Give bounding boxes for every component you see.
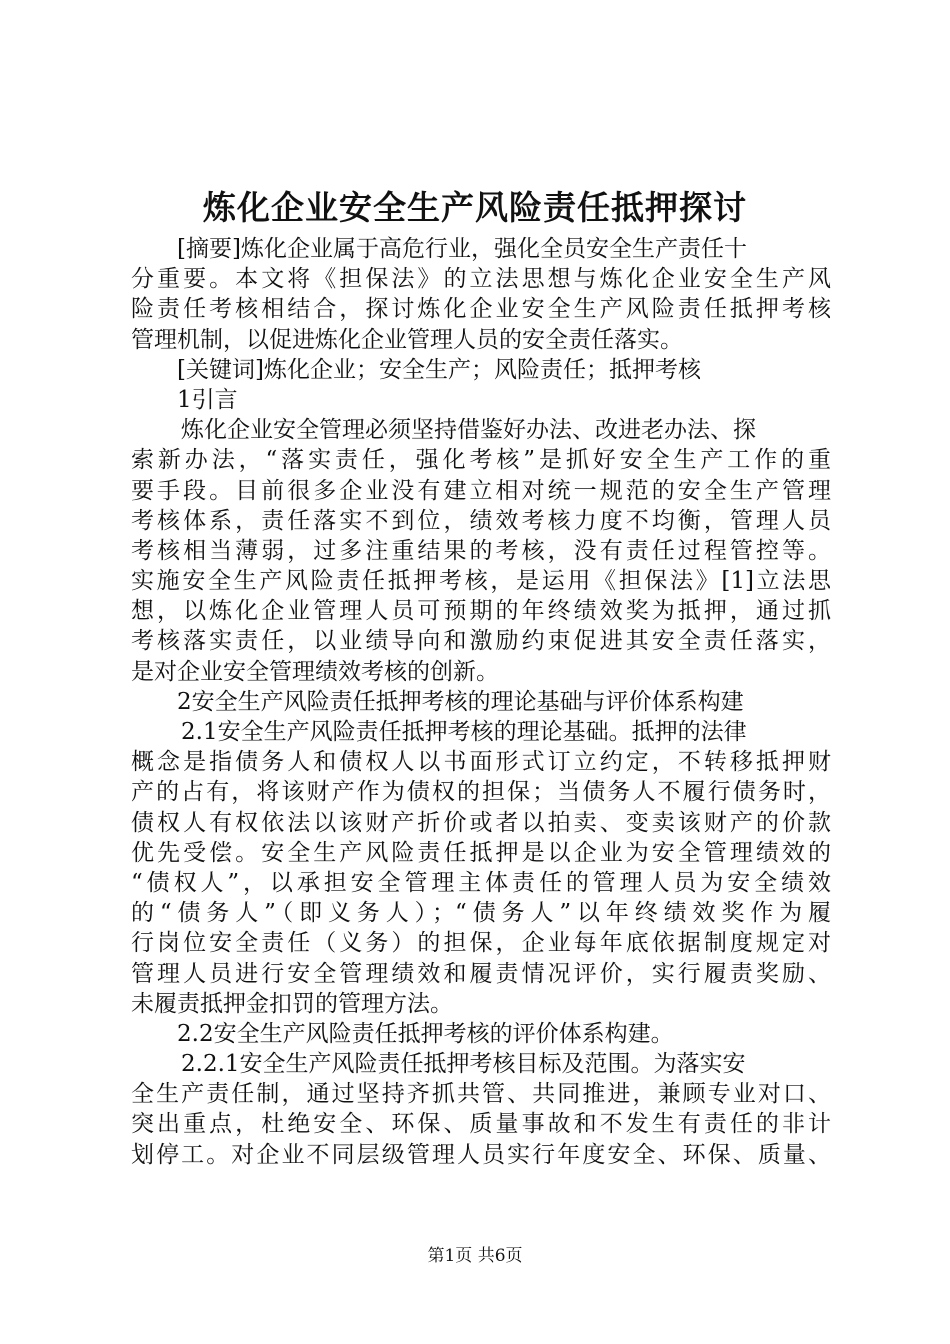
subsection-2-1-line: 2.1安全生产风险责任抵押考核的理论基础。抵押的法律: [181, 719, 747, 745]
paragraph-line: 考核体系，责任落实不到位，绩效考核力度不均衡，管理人员: [131, 507, 831, 534]
paragraph-line: 全生产责任制，通过坚持齐抓共管、共同推进，兼顾专业对口、: [131, 1081, 831, 1108]
paragraph-line: 划停工。对企业不同层级管理人员实行年度安全、环保、质量、: [131, 1141, 831, 1168]
paragraph-line: 未履责抵押金扣罚的管理方法。: [131, 990, 453, 1017]
paragraph-line: 的“债务人”（即义务人）；“债务人”以年终绩效奖作为履: [131, 900, 831, 927]
document-title: 炼化企业安全生产风险责任抵押探讨: [203, 188, 747, 227]
paragraph-line: 要手段。目前很多企业没有建立相对统一规范的安全生产管理: [131, 477, 831, 504]
page-number-footer: 第1页 共6页: [427, 1246, 523, 1266]
section-heading-1: 1引言: [177, 386, 238, 413]
paragraph-line: 优先受偿。安全生产风险责任抵押是以企业为安全管理绩效的: [131, 839, 831, 866]
paragraph-line: 突出重点，杜绝安全、环保、质量事故和不发生有责任的非计: [131, 1111, 831, 1138]
subsection-2-2-heading: 2.2安全生产风险责任抵押考核的评价体系构建。: [177, 1020, 674, 1047]
paragraph-line: 想，以炼化企业管理人员可预期的年终绩效奖为抵押，通过抓: [131, 598, 831, 625]
paragraph-line: 行岗位安全责任（义务）的担保，企业每年底依据制度规定对: [131, 930, 831, 957]
keywords-line: [关键词]炼化企业；安全生产；风险责任；抵押考核: [177, 356, 701, 383]
paragraph-line: “债权人”，以承担安全管理主体责任的管理人员为安全绩效: [131, 869, 831, 896]
paragraph-line: 债权人有权依法以该财产折价或者以拍卖、变卖该财产的价款: [131, 809, 831, 836]
abstract-line-4: 管理机制，以促进炼化企业管理人员的安全责任落实。: [131, 326, 683, 353]
paragraph-line: 索新办法，“落实责任，强化考核”是抓好安全生产工作的重: [131, 447, 831, 474]
paragraph-line: 是对企业安全管理绩效考核的创新。: [131, 658, 499, 685]
paragraph-line: 炼化企业安全管理必须坚持借鉴好办法、改进老办法、探: [181, 417, 756, 444]
subsection-2-2-1-line: 2.2.1安全生产风险责任抵押考核目标及范围。为落实安: [181, 1051, 746, 1078]
paragraph-line: 考核相当薄弱，过多注重结果的考核，没有责任过程管控等。: [131, 537, 831, 564]
paragraph-line: 产的占有，将该财产作为债权的担保；当债务人不履行债务时，: [131, 779, 831, 806]
abstract-line-1: [摘要]炼化企业属于高危行业，强化全员安全生产责任十: [177, 236, 747, 262]
paragraph-line: 考核落实责任，以业绩导向和激励约束促进其安全责任落实，: [131, 628, 831, 655]
abstract-line-3: 险责任考核相结合，探讨炼化企业安全生产风险责任抵押考核: [131, 296, 831, 323]
paragraph-line: 实施安全生产风险责任抵押考核，是运用《担保法》[1]立法思: [131, 568, 831, 595]
abstract-line-2: 分重要。本文将《担保法》的立法思想与炼化企业安全生产风: [131, 266, 831, 293]
paragraph-line: 管理人员进行安全管理绩效和履责情况评价，实行履责奖励、: [131, 960, 831, 987]
paragraph-line: 概念是指债务人和债权人以书面形式订立约定，不转移抵押财: [131, 749, 831, 776]
document-body: [131, 234, 831, 1170]
section-heading-2: 2安全生产风险责任抵押考核的理论基础与评价体系构建: [177, 688, 744, 715]
